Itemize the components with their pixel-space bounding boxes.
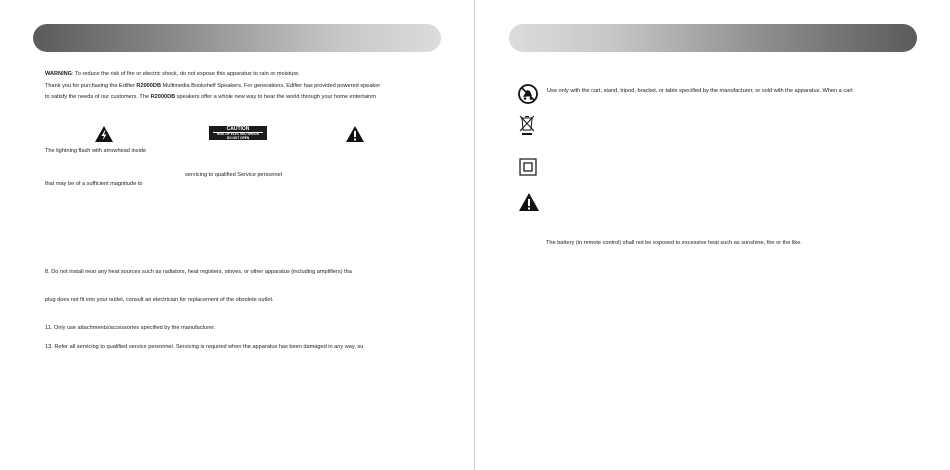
page-spine <box>474 0 475 470</box>
item-8: 8. Do not install near any heat sources such as radiators, heat registers, stoves, or other apparatus (including amplifiers) tha <box>45 269 352 275</box>
warning-label: WARNING <box>45 71 73 77</box>
item-11: 11. Only use attachments/accessories specified by the manufacturer. <box>45 325 216 331</box>
exclamation-warning-icon-right <box>518 192 540 212</box>
battery-text: The battery (in remote control) shall not be exposed to excessive heat such as sunshine, fire or the like. <box>546 240 802 246</box>
lightning-caption: The lightning flash with arrowhead inside <box>45 148 147 154</box>
thanks-line-2 <box>45 93 425 101</box>
right-page <box>476 0 950 470</box>
caution-line-2: DO NOT OPEN <box>226 135 250 140</box>
cart-text: Use only with the cart, stand, tripod, bracket, or table specified by the manufacturer, or sold with the apparatus. When a cart <box>547 88 853 94</box>
header-bar-left <box>33 24 441 52</box>
magnitude-caption: that may be of a sufficient magnitude to <box>45 181 143 187</box>
lightning-warning-icon <box>94 125 114 143</box>
left-page <box>0 0 474 470</box>
servicing-caption: servicing to qualified Service personnel <box>185 172 283 178</box>
item-13: 13. Refer all servicing to qualified service personnel. Servicing is required when the apparatus has been damaged in any way, su <box>45 344 364 350</box>
warning-text: : To reduce the risk of fire or electric shock, do not expose this apparatus to rain or moisture. <box>72 71 300 77</box>
plug-line: plug does not fit into your outlet, consult an electrician for replacement of the obsolete outlet. <box>45 297 274 303</box>
exclamation-warning-icon <box>345 125 365 143</box>
model-name-2: R2000DB <box>150 94 176 100</box>
thanks-line-2-suffix: speakers offer a whole new way to hear the world through your home entertainm <box>175 94 376 100</box>
header-bar-right <box>509 24 917 52</box>
caution-line-1: RISK OF ELECTRIC SHOCK <box>216 132 260 136</box>
weee-crossed-bin-icon <box>518 114 536 136</box>
thanks-line-1 <box>45 82 425 90</box>
thanks-line-1-prefix: Thank you for purchasing the Edifier <box>45 83 137 89</box>
thanks-line-1-suffix: Multimedia Bookshelf Speakers. For generations, Edifier has provided powered speaker <box>161 83 381 89</box>
no-cart-tipover-icon <box>518 84 538 104</box>
thanks-line-2-prefix: to satisfy the needs of our customers. The <box>45 94 151 100</box>
caution-title: CAUTION <box>213 126 263 133</box>
model-name: R2000DB <box>136 83 161 89</box>
caution-label <box>209 126 267 140</box>
warning-line <box>45 70 300 78</box>
double-insulation-icon <box>519 158 537 176</box>
